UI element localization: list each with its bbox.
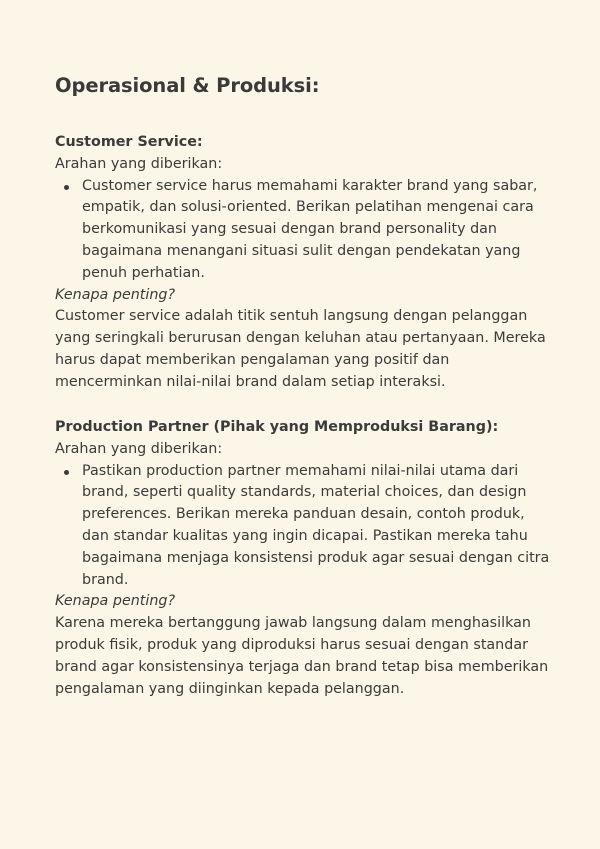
section-production-partner xyxy=(55,417,555,700)
section-title: Production Partner (Pihak yang Memproduksi Barang): xyxy=(55,419,499,435)
guidance-list xyxy=(55,176,555,285)
why-important-label: Kenapa penting? xyxy=(55,286,176,303)
list-item xyxy=(82,176,555,285)
guidance-text: Pastikan production partner memahami nilai-nilai utama dari brand, seperti quality standards, material choices, dan design preferences. Berikan mereka panduan desain, contoh produk, dan standar kualitas yang ingin dicapai. Pastikan mereka tahu bagaimana menjaga konsistensi produk agar sesuai dengan citra brand. xyxy=(82,462,550,588)
guidance-label: Arahan yang diberikan: xyxy=(55,440,223,457)
guidance-label: Arahan yang diberikan: xyxy=(55,155,223,172)
list-item xyxy=(82,461,555,592)
guidance-list xyxy=(55,461,555,592)
section-customer-service xyxy=(55,132,555,394)
page-heading: Operasional & Produksi: xyxy=(55,74,320,97)
why-important-text: Customer service adalah titik sentuh langsung dengan pelanggan yang seringkali berurusan dengan keluhan atau pertanyaan. Mereka harus dapat memberikan pengalaman yang positif dan mencerminkan nilai-nilai brand dalam setiap interaksi. xyxy=(55,308,546,390)
section-title: Customer Service: xyxy=(55,134,203,150)
why-important-text: Karena mereka bertanggung jawab langsung dalam menghasilkan produk fisik, produk yang diproduksi harus sesuai dengan standar brand agar konsistensinya terjaga dan brand tetap bisa memberikan pengalaman yang diinginkan kepada pelanggan. xyxy=(55,615,549,697)
bullet-icon xyxy=(64,185,69,190)
bullet-icon xyxy=(64,470,69,475)
guidance-text: Customer service harus memahami karakter brand yang sabar, empatik, dan solusi-oriented. Berikan pelatihan mengenai cara berkomunikasi yang sesuai dengan brand personality dan bagaimana menangani situasi sulit dengan pendekatan yang penuh perhatian. xyxy=(82,177,538,281)
why-important-label: Kenapa penting? xyxy=(55,593,176,610)
